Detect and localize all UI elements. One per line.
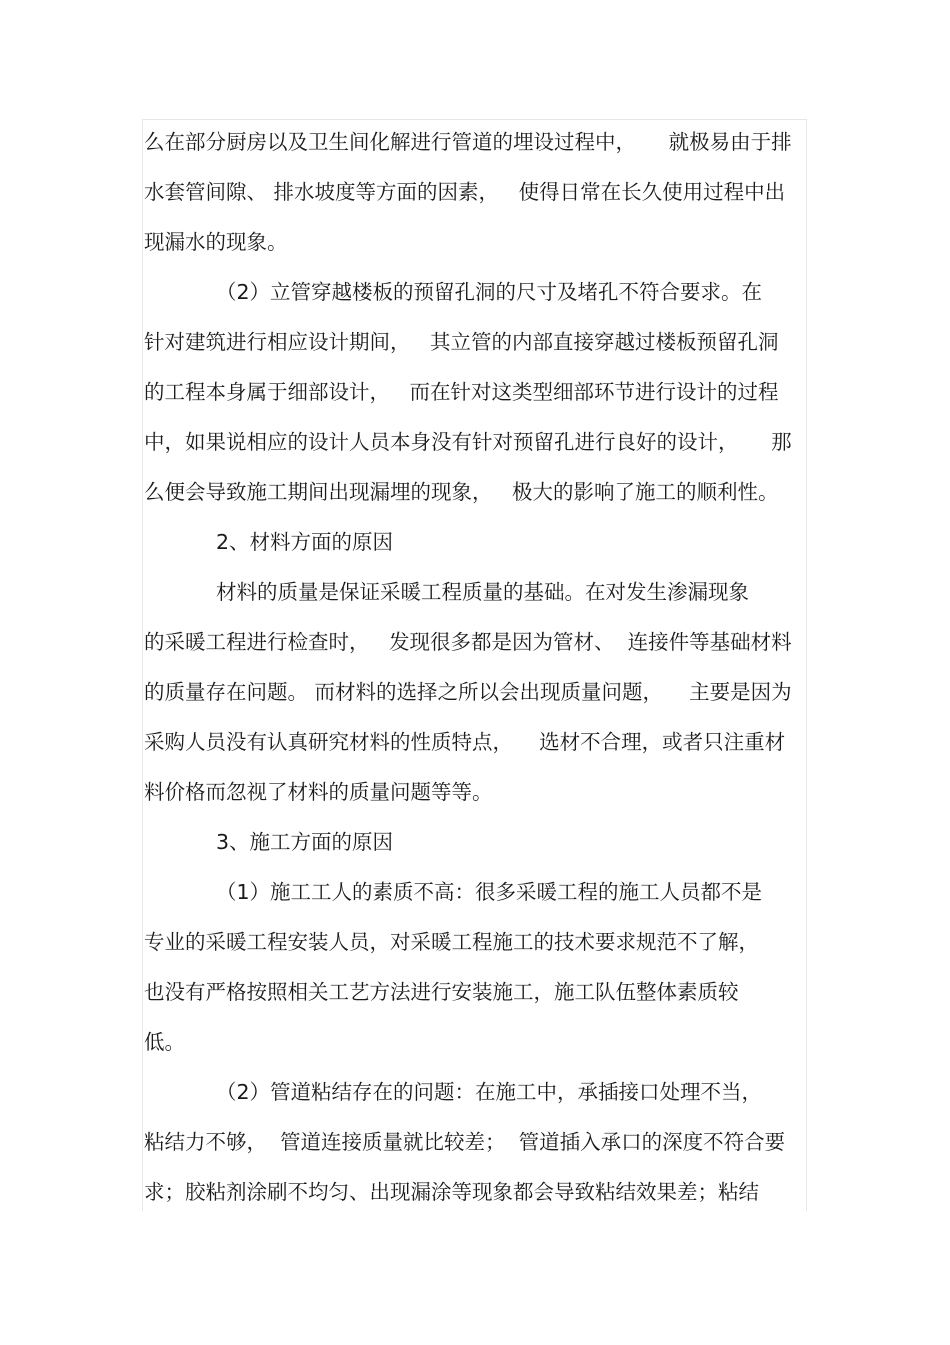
section-heading: 3、施工方面的原因 (216, 830, 394, 854)
text-line: 的质量存在问题。 而材料的选择之所以会出现质量问题， 主要是因为 (144, 680, 792, 704)
text-line: 的工程本身属于细部设计， 而在针对这类型细部环节进行设计的过程 (144, 380, 779, 404)
text-line: 料价格而忽视了材料的质量问题等等。 (144, 780, 493, 804)
section-heading: 2、材料方面的原因 (216, 530, 394, 554)
paragraph-start: （2）立管穿越楼板的预留孔洞的尺寸及堵孔不符合要求。在 (216, 280, 763, 304)
text-line: 么便会导致施工期间出现漏埋的现象， 极大的影响了施工的顺利性。 (144, 480, 779, 504)
text-line: 也没有严格按照相关工艺方法进行安装施工，施工队伍整体素质较 (144, 980, 739, 1004)
text-line: 专业的采暖工程安装人员，对采暖工程施工的技术要求规范不了解， (144, 930, 759, 954)
text-line: 现漏水的现象。 (144, 230, 288, 254)
text-line: 水套管间隙、 排水坡度等方面的因素， 使得日常在长久使用过程中出 (144, 180, 786, 204)
text-line: 求；胶粘剂涂刷不均匀、出现漏涂等现象都会导致粘结效果差；粘结 (144, 1180, 759, 1204)
text-line: 针对建筑进行相应设计期间， 其立管的内部直接穿越过楼板预留孔洞 (144, 330, 779, 354)
text-line: 中，如果说相应的设计人员本身没有针对预留孔进行良好的设计， 那 (144, 430, 792, 454)
text-line: 低。 (144, 1030, 185, 1054)
text-line: 的采暖工程进行检查时， 发现很多都是因为管材、 连接件等基础材料 (144, 630, 792, 654)
paragraph-start: （2）管道粘结存在的问题：在施工中，承插接口处理不当， (216, 1080, 763, 1104)
text-line: 么在部分厨房以及卫生间化解进行管道的埋设过程中， 就极易由于排 (144, 130, 792, 154)
text-line: 采购人员没有认真研究材料的性质特点， 选材不合理，或者只注重材 (144, 730, 786, 754)
paragraph-start: （1）施工工人的素质不高：很多采暖工程的施工人员都不是 (216, 880, 763, 904)
paragraph-start: 材料的质量是保证采暖工程质量的基础。在对发生渗漏现象 (216, 580, 749, 604)
text-line: 粘结力不够， 管道连接质量就比较差； 管道插入承口的深度不符合要 (144, 1130, 786, 1154)
